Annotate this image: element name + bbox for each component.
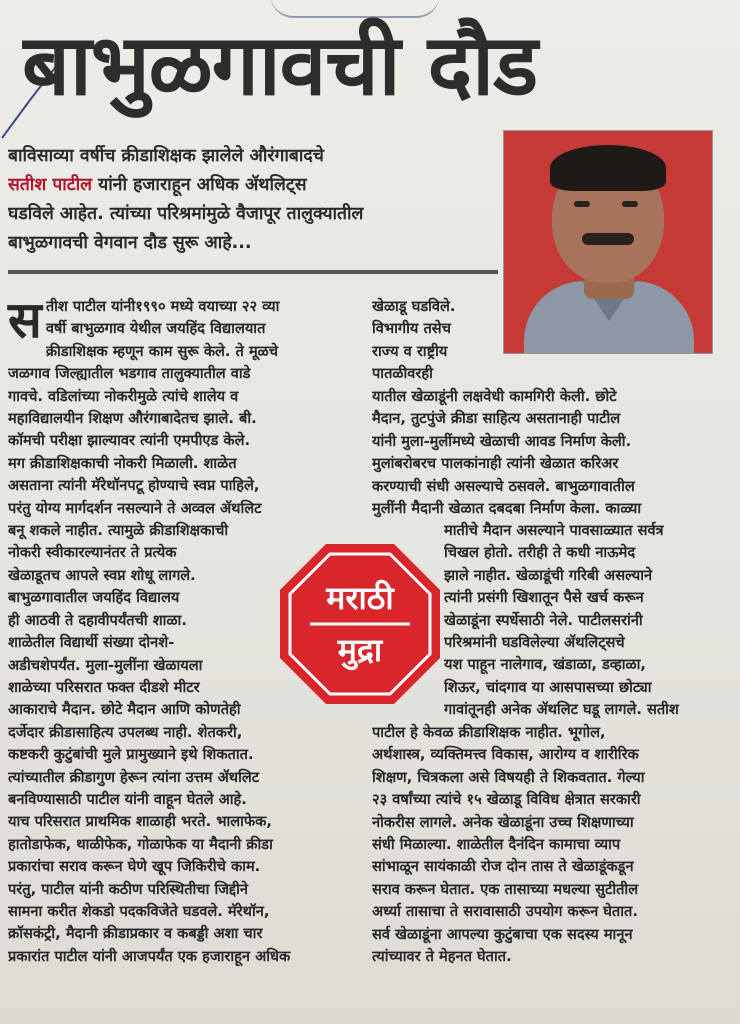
text-line: झाले नाहीत. खेळाडूंची गरिबी असल्याने	[444, 566, 653, 584]
text-line: अडीचशेपर्यंत. मुला-मुलींना खेळायला	[8, 656, 203, 674]
stamp-line-1: मराठी	[326, 579, 394, 617]
text-line: अर्ध्या तासाचा ते सरावासाठी उपयोग करून घेतात.	[372, 903, 638, 921]
text-line: अर्थशास्त्र, व्यक्तिमत्त्व विकास, आरोग्य व शारीरिक	[372, 746, 639, 764]
stamp-octagon-icon	[276, 540, 444, 708]
text-line: याच परिसरात प्राथमिक शाळाही भरते. भालाफेक,	[8, 813, 272, 831]
text-line: ही आठवी ते दहावीपर्यंतची शाळा.	[8, 611, 187, 629]
text-line: त्यांच्यातील क्रीडागुण हेरून त्यांना उत्तम ॲथलिट	[8, 768, 260, 786]
drop-cap: स	[8, 291, 42, 349]
text-line: शिऊर, चांदगाव या आसपासच्या छोट्या	[444, 678, 652, 696]
text-line: यांनी मुला-मुलींमध्ये खेळाची आवड निर्माण केली.	[372, 432, 632, 450]
text-line: मातीचे मैदान असल्याने पावसाळ्यात सर्वत्र	[444, 522, 664, 539]
text-line: हातोडाफेक, थाळीफेक, गोळाफेक या मैदानी क्रीडा	[8, 835, 273, 853]
text-line: त्यांच्यावर ते मेहनत घेतात.	[372, 948, 512, 966]
intro-line: घडविले आहेत. त्यांच्या परिश्रमांमुळे वैजापूर तालुक्यातील	[8, 204, 364, 224]
text-line: मैदान, तुटपुंजे क्रीडा साहित्य असतानाही पाटील	[372, 410, 621, 428]
text-line: यश पाहून नालेगाव, खंडाळा, डव्हाळा,	[444, 656, 646, 674]
text-line: त्यांनी प्रसंगी खिशातून पैसे खर्च करून	[444, 589, 644, 607]
text-line: परिश्रमांनी घडविलेल्या ॲथलिट्सचे	[444, 634, 625, 652]
text-line: यातील खेळाडूंनी लक्षवेधी कामगिरी केली. छोटे	[372, 388, 617, 405]
text-line: कॉमची परीक्षा झाल्यावर त्यांनी एमपीएड केले.	[8, 432, 251, 450]
text-line: चिखल होतो. तरीही ते कधी नाऊमेद	[444, 544, 636, 562]
divider-rule	[8, 270, 498, 274]
portrait-photo	[503, 130, 713, 354]
article-column-right-indent	[444, 520, 728, 722]
text-line: बाभुळगावातील जयहिंद विद्यालय	[8, 589, 180, 607]
text-line: असताना त्यांनी मॅरेथॉनपटू होण्याचे स्वप्न पाहिले,	[8, 477, 260, 495]
text-line: महाविद्यालयीन शिक्षण औरंगाबादेतच झाले. बी.	[8, 410, 257, 428]
text-line: गावचे. वडिलांच्या नोकरीमुळे त्यांचे शालेय व	[8, 387, 239, 405]
text-line: क्रीडाशिक्षक म्हणून काम सुरू केले. ते मूळचे	[45, 342, 279, 360]
intro-line: बाविसाव्या वर्षीच क्रीडाशिक्षक झालेले औरंगाबादचे	[8, 146, 324, 166]
text-line: दर्जेदार क्रीडासाहित्य उपलब्ध नाही. शेतकरी,	[8, 723, 243, 741]
text-line: नोकरीस लागले. अनेक खेळाडूंना उच्च शिक्षणाच्या	[372, 813, 634, 831]
marathi-mudra-stamp	[276, 540, 444, 708]
text-line: शाळेतील विद्यार्थी संख्या दोनशे-	[8, 634, 175, 652]
text-line: कष्टकरी कुटुंबांची मुले प्रामुख्याने इथे शिकतात.	[8, 746, 254, 764]
text-line: नोकरी स्वीकारल्यानंतर ते प्रत्येक	[8, 544, 177, 562]
text-line: खेळाडूंना स्पर्धेसाठी नेले. पाटीलसरांनी	[444, 611, 643, 629]
intro-line-rest: यांनी हजाराहून अधिक ॲथलिट्स	[92, 175, 307, 195]
intro-line: बाभुळगावची वेगवान दौड सुरू आहे...	[8, 233, 252, 253]
text-line: प्रकारांचा सराव करून घेणे खूप जिकिरीचे काम.	[8, 858, 261, 876]
text-line: राज्य व राष्ट्रीय	[372, 342, 448, 360]
text-line: संधी मिळाल्या. शाळेतील दैनंदिन कामाचा व्याप	[372, 836, 621, 854]
text-line: पातळीवरही	[372, 365, 433, 383]
text-line: शिक्षण, चित्रकला असे विषयही ते शिकवतात. गेल्या	[372, 768, 645, 786]
headline: बाभुळगावची दौड	[22, 16, 538, 114]
text-line: परंतु, पाटील यांनी कठीण परिस्थितीचा जिद्दीने	[8, 880, 248, 898]
intro-paragraph	[8, 142, 496, 268]
text-line: खेळाडू घडविले.	[372, 298, 456, 315]
person-name: सतीश पाटील	[8, 175, 93, 195]
text-line: पाटील हे केवळ क्रीडाशिक्षक नाहीत. भूगोल,	[372, 724, 606, 741]
article-column-right	[372, 386, 728, 520]
intro-line	[8, 171, 496, 200]
text-line: शाळेच्या परिसरात फक्त दीडशे मीटर	[8, 678, 200, 696]
text-line: सराव करून घेतात. एक तासाच्या मधल्या सुटीतील	[372, 880, 639, 898]
text-line: खेळाडूतच आपले स्वप्न शोधू लागले.	[8, 566, 196, 584]
text-line: प्रकारांत पाटील यांनी आजपर्यंत एक हजाराहून अधिक	[8, 947, 291, 965]
text-line: करण्याची संधी असल्याचे ठसवले. बाभुळगावातील	[372, 477, 635, 495]
text-line: सर्व खेळाडूंना आपल्या कुटुंबाचा एक सदस्य मानून	[372, 925, 633, 943]
text-line: गावांतूनही अनेक ॲथलिट घडू लागले. सतीश	[444, 701, 679, 719]
text-line: २३ वर्षांच्या त्यांचे १५ खेळाडू विविध क्षेत्रात सरकारी	[372, 791, 641, 809]
text-line: जळगाव जिल्ह्यातील भडगाव तालुक्यातील वाडे	[8, 365, 251, 383]
text-line: मुलींनी मैदानी खेळात दबदबा निर्माण केला. काळ्या	[372, 500, 642, 518]
text-line: क्रॉसकंट्री, मैदानी क्रीडाप्रकार व कबड्डी अशा चार	[8, 925, 263, 943]
stamp-line-2: मुद्रा	[337, 631, 383, 669]
text-line: विभागीय तसेच	[372, 320, 451, 338]
text-line: सांभाळून सायंकाळी रोज दोन तास ते खेळाडूंकडून	[372, 858, 634, 876]
article-column-right-top	[372, 296, 502, 386]
text-line: परंतु योग्य मार्गदर्शन नसल्याने ते अव्वल ॲथलिट	[8, 499, 262, 517]
text-line: मुलांबरोबरच पालकांनाही त्यांनी खेळात करिअर	[372, 455, 619, 473]
text-line: बनू शकले नाहीत. त्यामुळे क्रीडाशिक्षकाची	[8, 522, 229, 540]
text-line: मग क्रीडाशिक्षकाची नोकरी मिळाली. शाळेत	[8, 454, 237, 472]
text-line: तीश पाटील यांनी१९९० मध्ये वयाच्या २२ व्या	[45, 298, 280, 315]
text-line: सामना करीत शेकडो पदकविजेते घडवले. मॅरेथॉन,	[8, 902, 270, 920]
article-column-right-bottom	[372, 722, 728, 968]
text-line: वर्षी बाभुळगाव येथील जयहिंद विद्यालयात	[45, 320, 266, 338]
text-line: आकाराचे मैदान. छोटे मैदान आणि कोणतेही	[8, 701, 241, 719]
text-line: बनविण्यासाठी पाटील यांनी वाहून घेतले आहे.	[8, 790, 247, 808]
